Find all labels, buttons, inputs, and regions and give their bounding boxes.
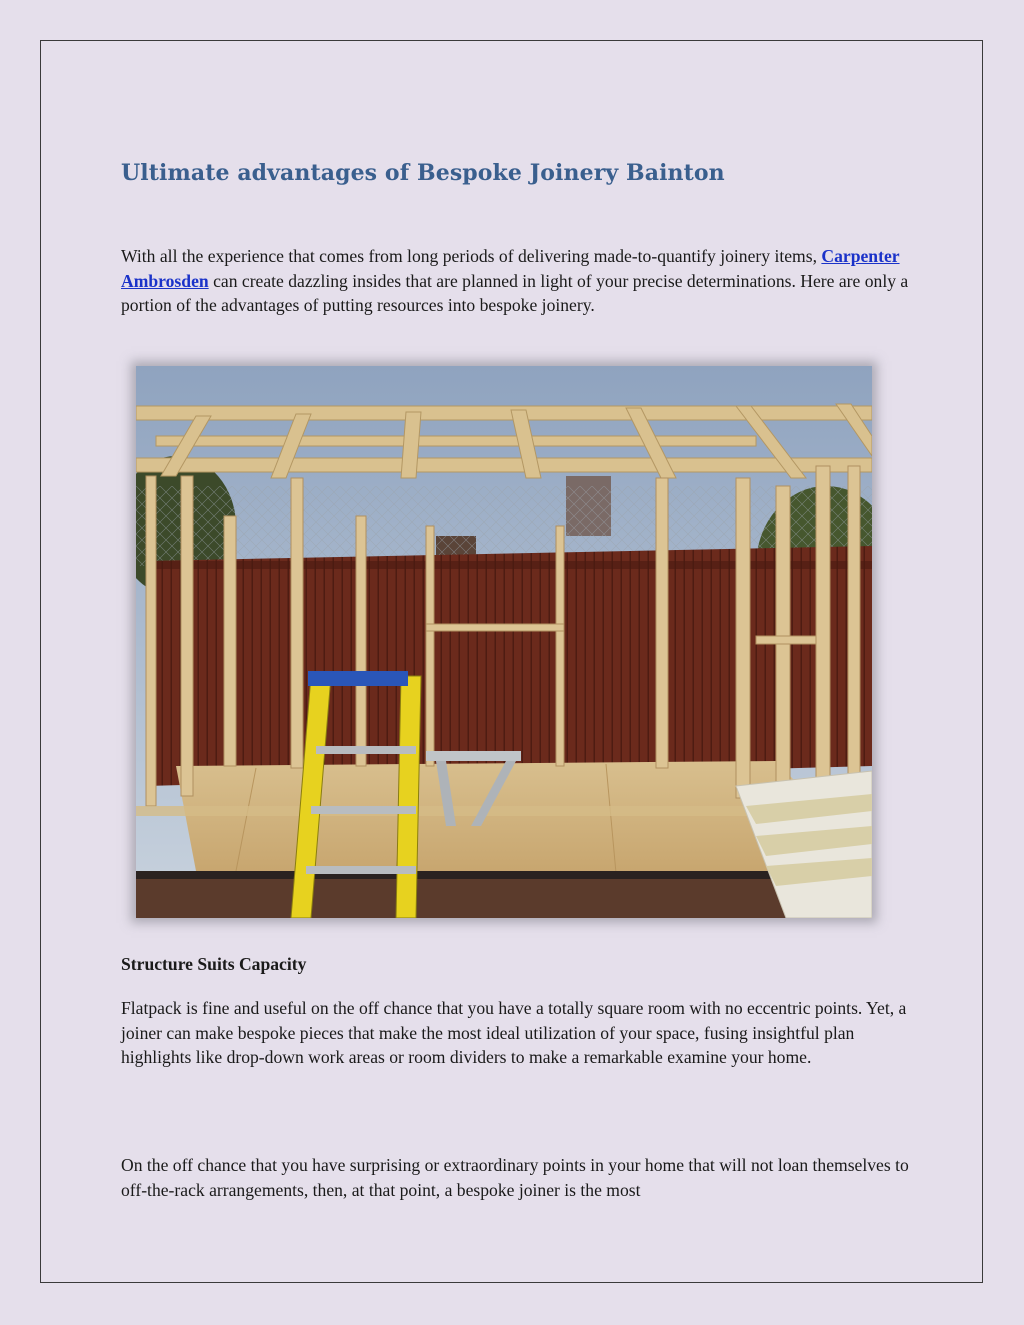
paragraph-odd-angles: On the off chance that you have surprising or extraordinary points in your home that will not loan themselves to off-the-rack arrangements, then, at that point, a bespoke joiner is the most bbox=[121, 1155, 909, 1200]
wooden-fence bbox=[146, 546, 872, 786]
intro-text-after: can create dazzling insides that are planned in light of your precise determinations. Here are only a portion of the advantages of putting resources into bespoke joinery. bbox=[121, 270, 909, 315]
paragraph-flatpack: Flatpack is fine and useful on the off chance that you have a totally square room with no eccentric points. Yet, a joiner can make bespoke pieces that make the most ideal utilization of your space, fusing insightful plan highlights like drop-down work areas or room dividers to make a remarkable examine your home. bbox=[121, 998, 907, 1067]
floor-edge bbox=[136, 871, 872, 879]
carpenter-ambrosden-link[interactable]: Carpenter Ambrosden bbox=[121, 246, 900, 291]
section-heading: Structure Suits Capacity bbox=[121, 954, 307, 974]
fence-top-rail bbox=[146, 561, 872, 569]
intro-text-before: With all the experience that comes from long periods of delivering made-to-quantify joinery items, bbox=[121, 246, 822, 266]
page-title: Ultimate advantages of Bespoke Joinery Bainton bbox=[121, 160, 725, 186]
timber-frame-photo bbox=[136, 366, 872, 918]
intro-paragraph bbox=[121, 244, 911, 318]
